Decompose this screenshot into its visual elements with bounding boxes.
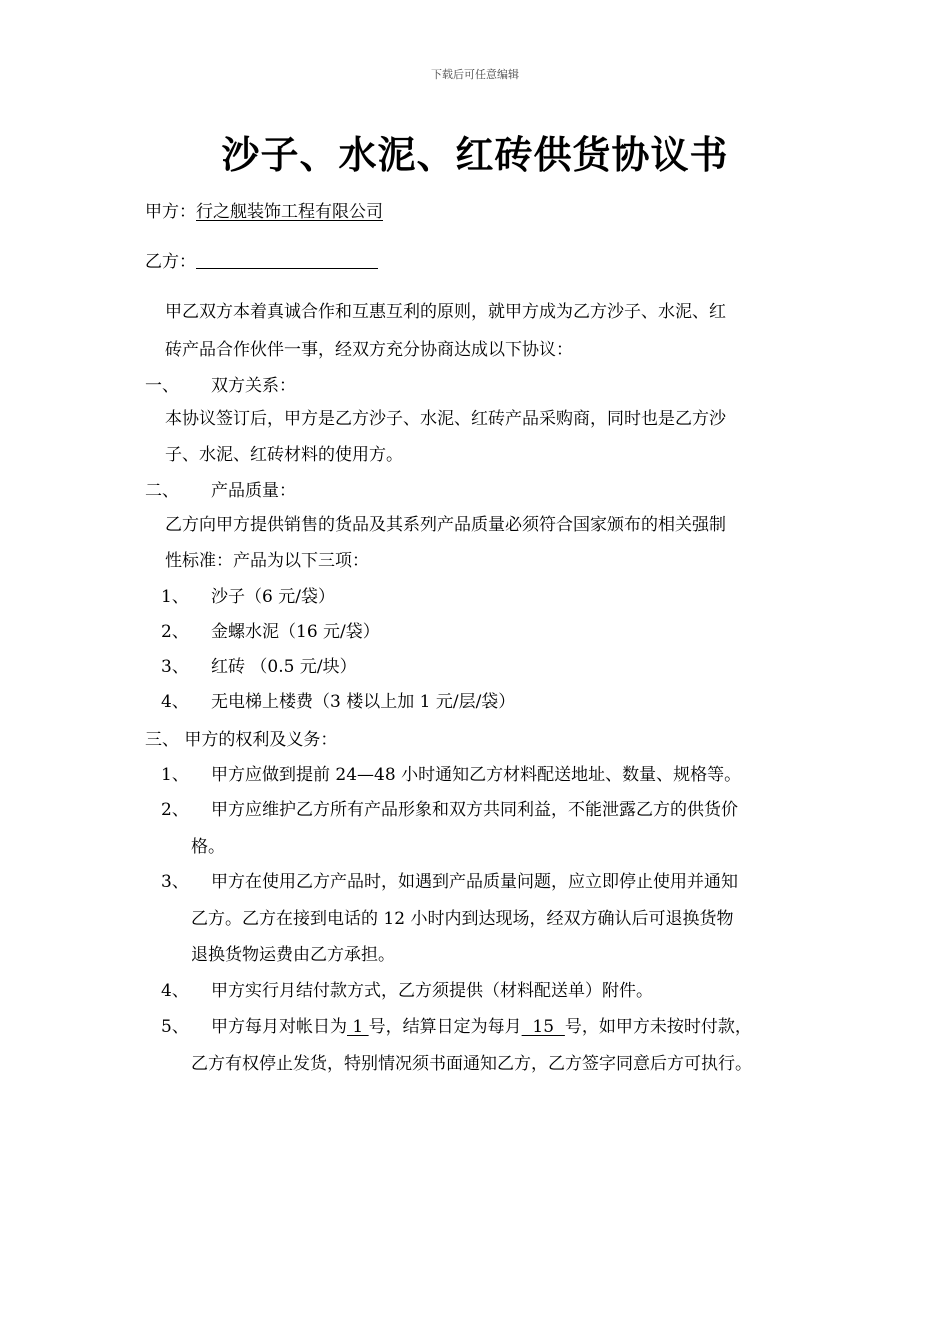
section1-heading: 双方关系： xyxy=(211,376,296,396)
section1-body-2: 子、水泥、红砖材料的使用方。 xyxy=(165,445,403,465)
section1-body-1: 本协议签订后，甲方是乙方沙子、水泥、红砖产品采购商，同时也是乙方沙 xyxy=(165,409,726,429)
payment-clause: 号，如甲方未按时付款， xyxy=(564,1017,752,1037)
obligation-1-num: 1、 xyxy=(161,765,189,785)
section3-heading: 三、 甲方的权利及义务： xyxy=(145,730,338,750)
product-item-2-num: 2、 xyxy=(161,622,189,642)
obligation-5-line-2: 乙方有权停止发货，特别情况须书面通知乙方，乙方签字同意后方可执行。 xyxy=(191,1054,752,1074)
reconciliation-day: 1 xyxy=(347,1017,369,1037)
product-item-1-num: 1、 xyxy=(161,587,189,607)
settlement-day: 15 xyxy=(521,1017,565,1037)
obligation-1-text: 甲方应做到提前 24—48 小时通知乙方材料配送地址、数量、规格等。 xyxy=(211,765,742,785)
obligation-3-line-2: 乙方。乙方在接到电话的 12 小时内到达现场，经双方确认后可退换货物 xyxy=(191,909,734,929)
party-a-value: 行之舰装饰工程有限公司 xyxy=(196,202,383,222)
section1-number: 一、 xyxy=(145,376,179,396)
document-title: 沙子、水泥、红砖供货协议书 xyxy=(221,132,729,177)
settlement-prefix: 号，结算日定为每月 xyxy=(368,1017,522,1037)
obligation-2-num: 2、 xyxy=(161,800,189,820)
reconciliation-prefix: 甲方每月对帐日为 xyxy=(211,1017,347,1037)
party-b-label: 乙方： xyxy=(145,252,196,272)
obligation-5-num: 5、 xyxy=(161,1017,189,1037)
party-b-blank xyxy=(196,250,378,269)
obligation-3-num: 3、 xyxy=(161,872,189,892)
header-note: 下载后可任意编辑 xyxy=(431,68,519,81)
product-item-2-text: 金螺水泥（16 元/袋） xyxy=(211,622,380,642)
obligation-3-line-3: 退换货物运费由乙方承担。 xyxy=(191,945,395,965)
product-item-3-num: 3、 xyxy=(161,657,189,677)
party-a-line xyxy=(145,200,383,224)
obligation-4-num: 4、 xyxy=(161,981,189,1001)
section2-number: 二、 xyxy=(145,481,179,501)
obligation-3-line-1: 甲方在使用乙方产品时，如遇到产品质量问题，应立即停止使用并通知 xyxy=(211,872,738,892)
product-item-4-text: 无电梯上楼费（3 楼以上加 1 元/层/袋） xyxy=(211,692,516,712)
intro-line-2: 砖产品合作伙伴一事，经双方充分协商达成以下协议： xyxy=(165,340,573,360)
obligation-4-text: 甲方实行月结付款方式，乙方须提供（材料配送单）附件。 xyxy=(211,981,653,1001)
party-a-label: 甲方： xyxy=(145,202,196,222)
obligation-5-line-1 xyxy=(211,1015,752,1039)
section2-body-1: 乙方向甲方提供销售的货品及其系列产品质量必须符合国家颁布的相关强制 xyxy=(165,515,726,535)
obligation-2-line-1: 甲方应维护乙方所有产品形象和双方共同利益，不能泄露乙方的供货价 xyxy=(211,800,738,820)
product-item-4-num: 4、 xyxy=(161,692,189,712)
party-b-line xyxy=(145,250,378,274)
section2-body-2: 性标准：产品为以下三项： xyxy=(165,551,369,571)
product-item-1-text: 沙子（6 元/袋） xyxy=(211,587,335,607)
obligation-2-line-2: 格。 xyxy=(191,837,225,857)
intro-line-1: 甲乙双方本着真诚合作和互惠互利的原则，就甲方成为乙方沙子、水泥、红 xyxy=(165,302,726,322)
section2-heading: 产品质量： xyxy=(211,481,296,501)
product-item-3-text: 红砖 （0.5 元/块） xyxy=(211,657,357,677)
